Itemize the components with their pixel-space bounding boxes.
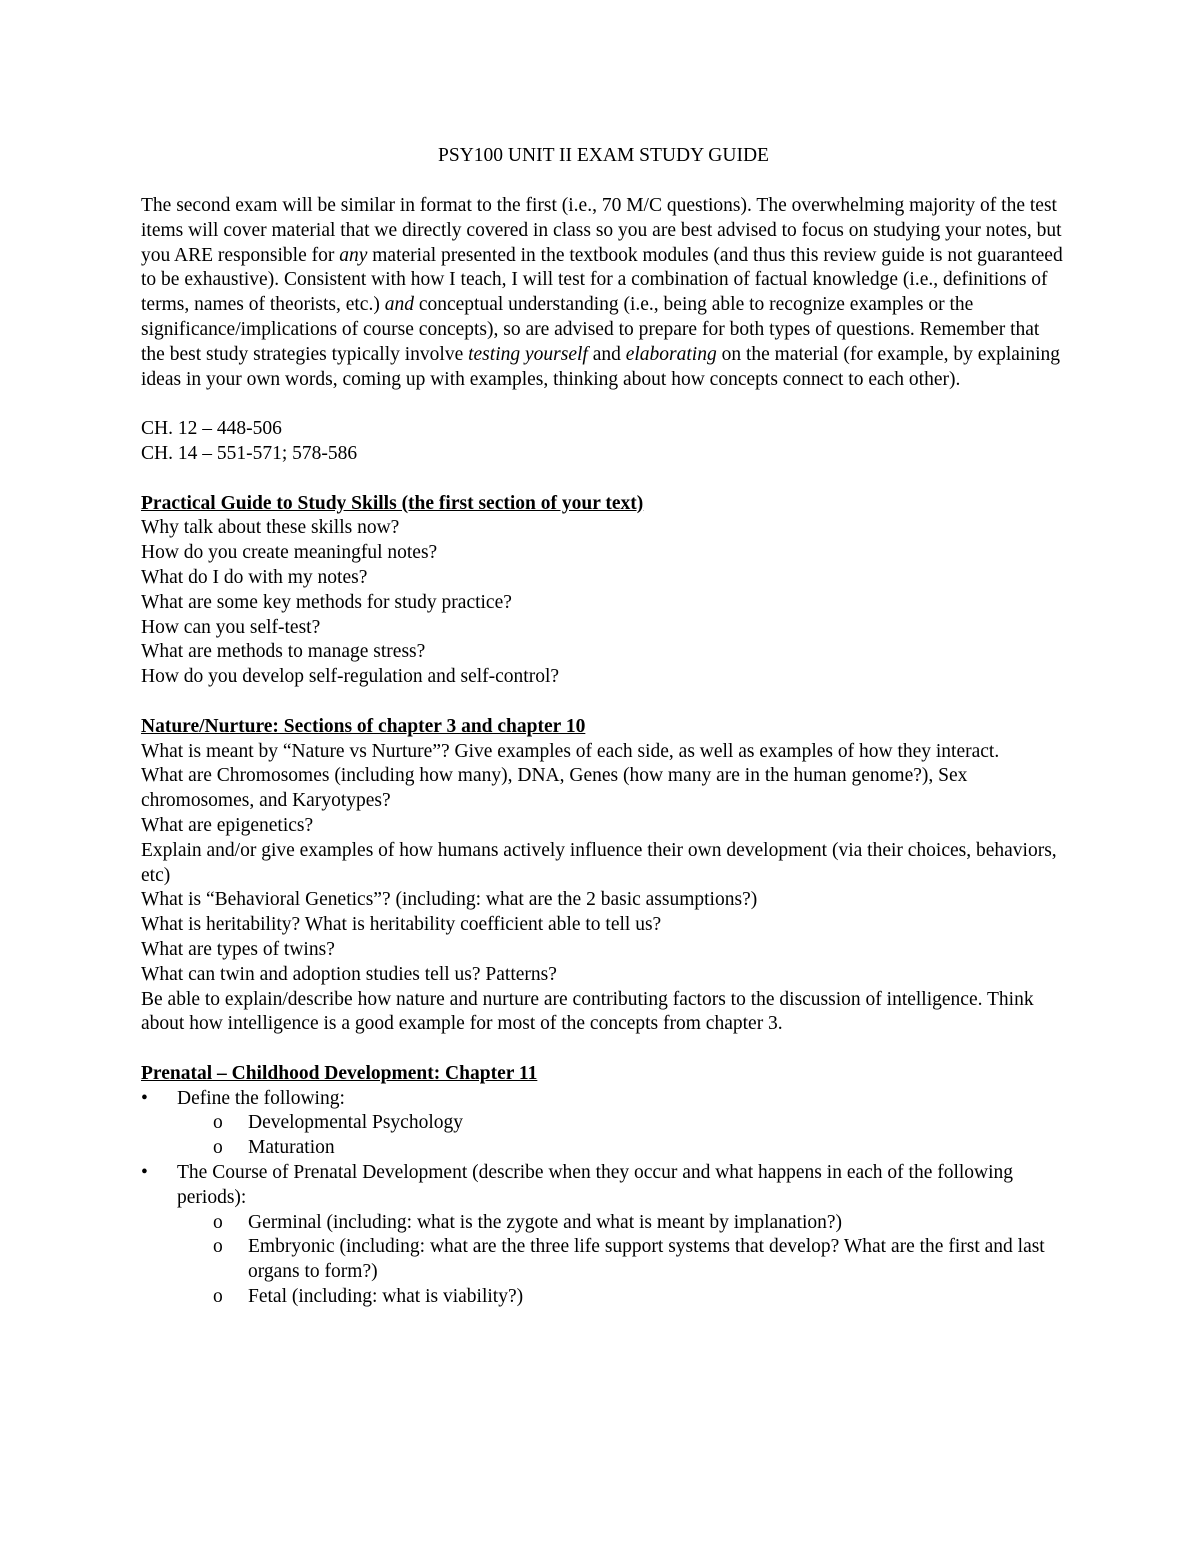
sub-bullet-icon: o: [213, 1236, 223, 1258]
document-body: [141, 141, 1066, 1310]
sub-list: [177, 1211, 1066, 1310]
sub-item-text: Maturation: [248, 1137, 335, 1159]
list-item: What is meant by “Nature vs Nurture”? Give examples of each side, as well as examples of how they interact.: [141, 740, 1000, 762]
sub-item-text: Embryonic (including: what are the three life support systems that develop? What are the first and last organs to form?): [248, 1236, 1045, 1283]
list-item: What are methods to manage stress?: [141, 641, 426, 663]
section-heading-study-skills: Practical Guide to Study Skills (the first section of your text): [141, 492, 644, 514]
nature-nurture-questions: [141, 740, 1066, 1038]
sub-item: [141, 1285, 1066, 1310]
bullet-icon: •: [141, 1087, 148, 1109]
spacer: [141, 1037, 1066, 1062]
bullet-text: Define the following:: [177, 1087, 345, 1109]
spacer: [141, 392, 1066, 417]
chapter-range-12: CH. 12 – 448-506: [141, 418, 282, 440]
sub-bullet-icon: o: [213, 1137, 223, 1159]
list-item: What is “Behavioral Genetics”? (including: what are the 2 basic assumptions?): [141, 889, 758, 911]
sub-item: [141, 1111, 1066, 1136]
spacer: [141, 690, 1066, 715]
page-title: PSY100 UNIT II EXAM STUDY GUIDE: [438, 145, 769, 166]
sub-item: [141, 1136, 1066, 1161]
bullet-item-define: [141, 1087, 1066, 1161]
list-item: What are epigenetics?: [141, 814, 314, 836]
sub-list: [177, 1111, 1066, 1161]
sub-item-text: Fetal (including: what is viability?): [248, 1286, 524, 1308]
list-item: What are types of twins?: [141, 938, 335, 960]
intro-paragraph: [141, 194, 1066, 392]
chapter-range-14: CH. 14 – 551-571; 578-586: [141, 442, 358, 464]
bullet-item-prenatal-course: [141, 1161, 1066, 1310]
list-item: What do I do with my notes?: [141, 566, 368, 588]
intro-emphasis-and: and: [384, 294, 414, 316]
intro-text-4: and: [587, 343, 626, 365]
intro-text-1: The second exam will be similar in format to the first (i.e., 70 M/C questions). The overwhelming majority of the test items will cover material that we directly covered in class so you are best advised to focus on studying your notes, but you ARE responsible for: [141, 195, 1062, 266]
sub-item: [141, 1211, 1066, 1236]
sub-item-text: Germinal (including: what is the zygote and what is meant by implanation?): [248, 1211, 843, 1233]
list-item: What are Chromosomes (including how many), DNA, Genes (how many are in the human genome?), Sex chromosomes, and Karyotypes?: [141, 765, 968, 812]
list-item: What are some key methods for study practice?: [141, 591, 512, 613]
list-item: What can twin and adoption studies tell us? Patterns?: [141, 963, 557, 985]
list-item: Why talk about these skills now?: [141, 517, 400, 539]
list-item: How do you develop self-regulation and self-control?: [141, 666, 560, 688]
prenatal-bullet-list: [141, 1087, 1066, 1310]
list-item: How can you self-test?: [141, 616, 321, 638]
sub-bullet-icon: o: [213, 1211, 223, 1233]
bullet-text: The Course of Prenatal Development (describe when they occur and what happens in each of the following periods):: [177, 1162, 1014, 1208]
intro-text-2: material presented in the textbook modules (and thus this review guide is not guaranteed to be exhaustive). Consistent with how I teach, I will test for a combination of factual knowledge (i.e., definitions of terms, names of theorists, etc.): [141, 244, 1063, 316]
list-item: Explain and/or give examples of how humans actively influence their own development (via their choices, behaviors, etc): [141, 839, 1057, 886]
spacer: [141, 467, 1066, 492]
sub-item-text: Developmental Psychology: [248, 1112, 464, 1134]
sub-bullet-icon: o: [213, 1112, 223, 1134]
intro-emphasis-any: any: [339, 244, 368, 266]
intro-text-5: on the material (for example, by explaining ideas in your own words, coming up with examples, thinking about how concepts connect to each other).: [141, 343, 1061, 390]
intro-emphasis-elaborating: elaborating: [625, 343, 717, 365]
study-skills-questions: [141, 516, 1066, 690]
list-item: Be able to explain/describe how nature and nurture are contributing factors to the discussion of intelligence. Think about how intelligence is a good example for most of the concepts from chapter 3.: [141, 988, 1034, 1035]
bullet-icon: •: [141, 1162, 148, 1184]
list-item: How do you create meaningful notes?: [141, 542, 438, 564]
section-heading-nature-nurture: Nature/Nurture: Sections of chapter 3 and chapter 10: [141, 715, 586, 737]
sub-item: [141, 1235, 1066, 1285]
section-heading-prenatal: Prenatal – Childhood Development: Chapter 11: [141, 1062, 538, 1084]
list-item: What is heritability? What is heritability coefficient able to tell us?: [141, 914, 662, 936]
intro-text-3: conceptual understanding (i.e., being able to recognize examples or the significance/implications of course concepts), so are advised to prepare for both types of questions. Remember that the best study strategies typically involve: [141, 294, 1040, 365]
sub-bullet-icon: o: [213, 1286, 223, 1308]
intro-emphasis-testing-yourself: testing yourself: [468, 343, 588, 365]
